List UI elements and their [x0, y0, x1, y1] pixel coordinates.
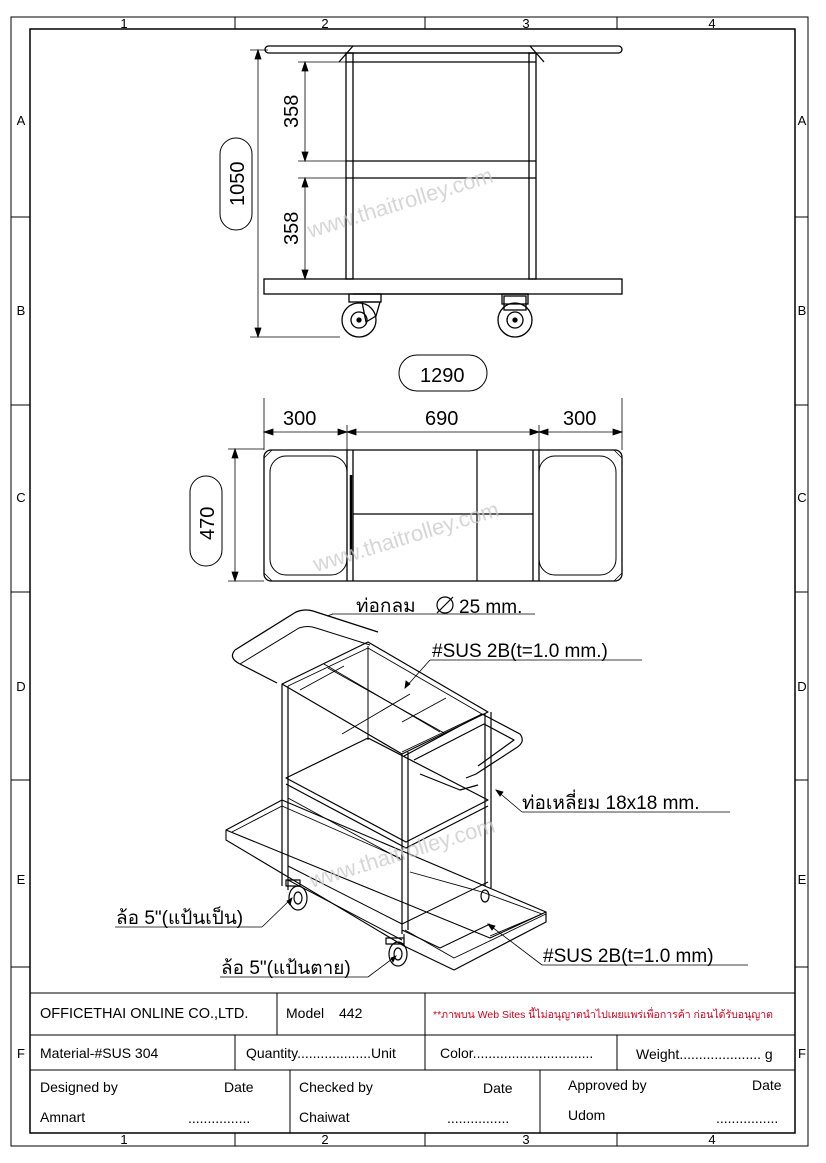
color-field: Color...............................: [440, 1045, 594, 1061]
callout-labels: [116, 596, 714, 979]
grid-row-right-f: F: [798, 1046, 806, 1061]
dim-overall-height: 1050: [227, 161, 249, 206]
dim-middle-section: 690: [425, 408, 459, 430]
grid-row-right-b: B: [797, 303, 807, 318]
isometric-view: [226, 610, 546, 970]
callout-sheet-top: #SUS 2B(t=1.0 mm.): [432, 641, 608, 662]
callout-wheel-swivel: ล้อ 5"(แป้นเป็น): [116, 908, 244, 929]
side-view-dimension-labels: [227, 95, 303, 245]
designed-date-label: Date: [224, 1079, 254, 1095]
designed-date-blank: ................: [188, 1110, 251, 1126]
callout-round-tube: ท่อกลม: [356, 596, 416, 617]
material-field: Material-#SUS 304: [40, 1045, 159, 1061]
grid-col-top-4: 4: [708, 16, 716, 31]
company-name: OFFICETHAI ONLINE CO.,LTD.: [40, 1006, 249, 1022]
checked-date-label: Date: [483, 1080, 513, 1096]
copyright-notice: **ภาพบน Web Sites นี้ไม่อนุญาตนำไปเผยแพร่เพื่อการค้า ก่อนได้รับอนุญาต: [433, 1009, 773, 1021]
checked-by-name: Chaiwat: [299, 1109, 350, 1125]
grid-row-right-e: E: [797, 872, 807, 887]
grid-row-left-f: F: [17, 1046, 25, 1061]
weight-field: Weight..................... g: [636, 1046, 773, 1062]
grid-row-left-e: E: [16, 872, 26, 887]
grid-col-top-1: 1: [120, 16, 128, 31]
approved-by-label: Approved by: [568, 1077, 647, 1093]
quantity-field: Quantity...................Unit: [246, 1045, 396, 1061]
approved-date-blank: ................: [716, 1110, 779, 1126]
approved-by-name: Udom: [568, 1107, 606, 1123]
callout-wheel-fixed: ล้อ 5"(แป้นตาย): [221, 958, 351, 979]
grid-row-left-c: C: [16, 490, 26, 505]
designed-by-label: Designed by: [40, 1079, 118, 1095]
grid-col-top-2: 2: [321, 16, 329, 31]
dim-shelf-gap-bottom: 358: [281, 211, 303, 245]
watermark-side: www.thaitrolley.com: [304, 162, 496, 243]
grid-row-right-d: D: [797, 679, 807, 694]
checked-by-label: Checked by: [299, 1079, 373, 1095]
callout-sheet-bottom: #SUS 2B(t=1.0 mm): [543, 946, 714, 967]
model-value: 442: [339, 1005, 363, 1021]
grid-row-left-a: A: [16, 113, 26, 128]
dim-right-tray: 300: [563, 408, 597, 430]
callout-round-tube-size: 25 mm.: [459, 597, 523, 618]
model-label: Model: [286, 1005, 325, 1021]
grid-col-bottom-4: 4: [708, 1132, 716, 1147]
approved-date-label: Date: [752, 1077, 782, 1093]
dim-shelf-gap-top: 358: [281, 94, 303, 128]
grid-row-right-c: C: [797, 490, 807, 505]
dim-left-tray: 300: [283, 408, 317, 430]
dim-depth: 470: [197, 506, 219, 540]
grid-col-top-3: 3: [522, 16, 530, 31]
grid-row-left-d: D: [16, 679, 26, 694]
callout-square-tube: ท่อเหลี่ยม 18x18 mm.: [522, 793, 700, 814]
grid-row-left-b: B: [16, 303, 26, 318]
checked-date-blank: ................: [447, 1110, 510, 1126]
designed-by-name: Amnart: [40, 1109, 86, 1125]
grid-col-bottom-1: 1: [120, 1132, 128, 1147]
grid-row-right-a: A: [797, 113, 807, 128]
dim-overall-width: 1290: [420, 365, 465, 387]
watermark-iso: www.thaitrolley.com: [306, 812, 498, 893]
grid-col-bottom-2: 2: [321, 1132, 329, 1147]
watermark-top: www.thaitrolley.com: [310, 496, 502, 577]
grid-col-bottom-3: 3: [522, 1132, 530, 1147]
